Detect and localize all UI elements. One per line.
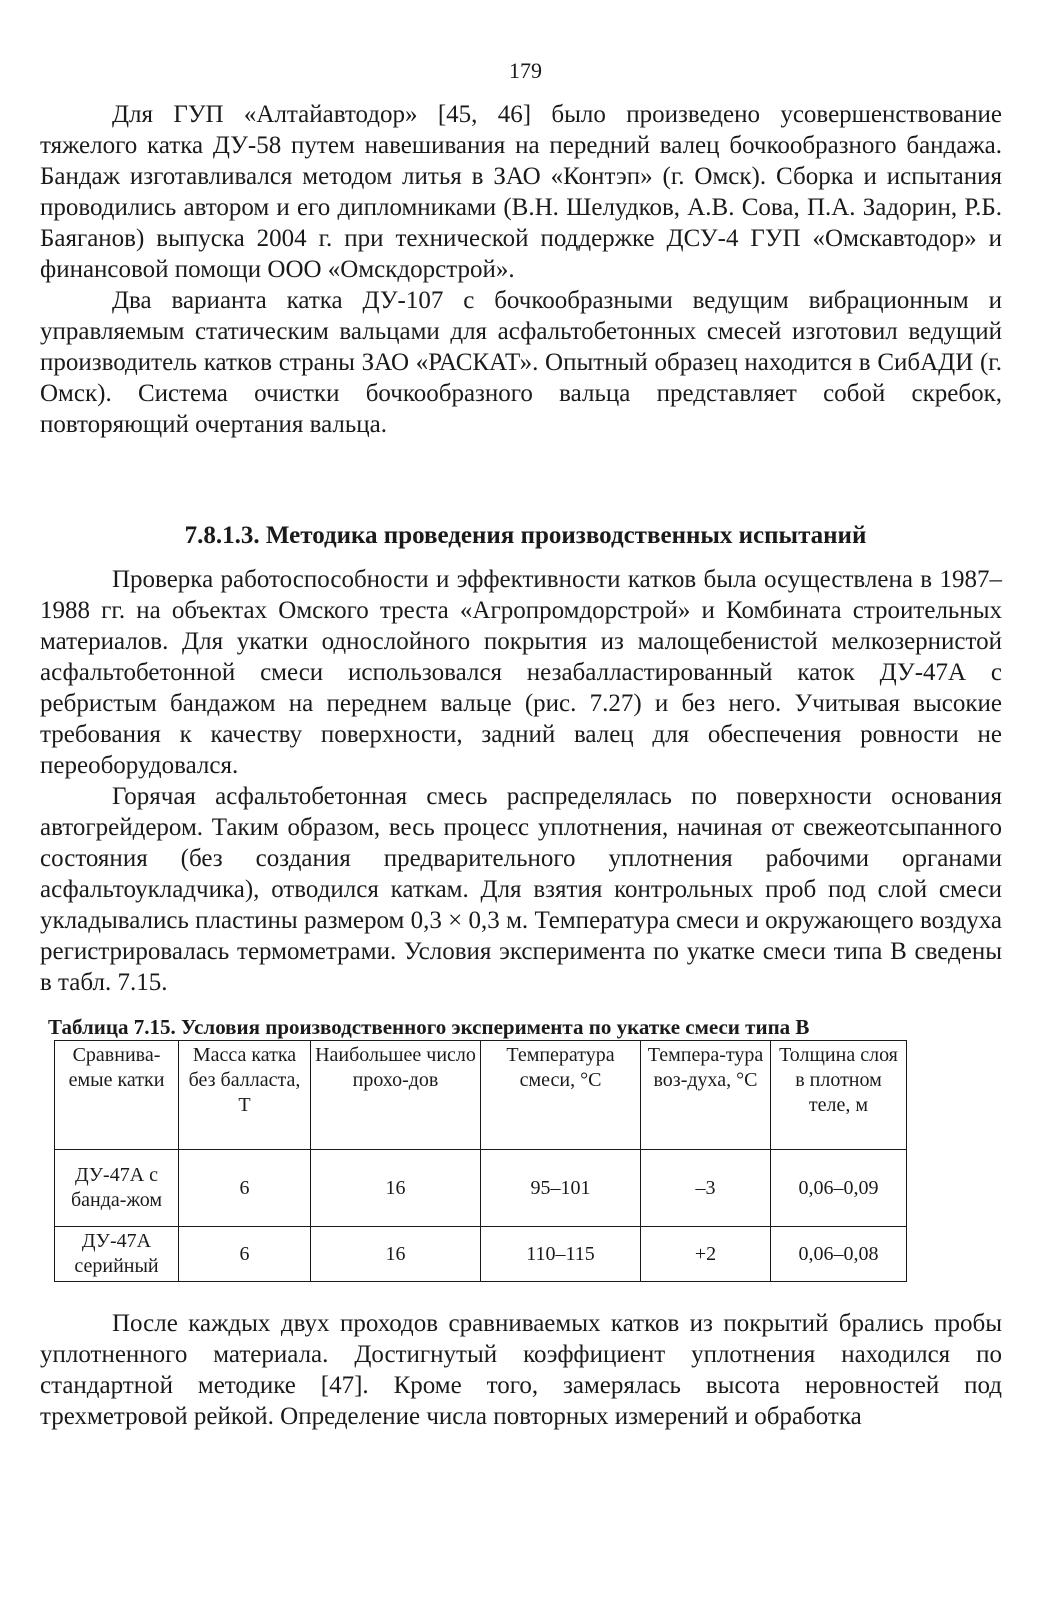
table-header-cell: Толщина слоя в плотном теле, м	[771, 1041, 907, 1150]
table-cell: ДУ-47А серийный	[55, 1227, 179, 1282]
table-cell: ДУ-47А с банда-жом	[55, 1150, 179, 1227]
table-header-cell: Сравнива-емые катки	[55, 1041, 179, 1150]
table-cell: +2	[641, 1227, 771, 1282]
table-header-cell: Темпера-тура воз-духа, °С	[641, 1041, 771, 1150]
table-row	[55, 1227, 907, 1282]
table-cell: 16	[311, 1150, 481, 1227]
paragraph: После каждых двух проходов сравниваемых катков из покрытий брались пробы уплотненного материала. Достигнутый коэффициент уплотнения находился по стандартной методике [47]. Кроме того, замерялась высота неровностей под трехметровой рейкой. Определение числа повторных измерений и обработка	[40, 1310, 1002, 1430]
bottom-text-block	[40, 1308, 1002, 1432]
paragraph: Два варианта катка ДУ-107 с бочкообразными ведущим вибрационным и управляемым статическим вальцами для асфальтобетонных смесей изготовил ведущий производитель катков страны ЗАО «РАСКАТ». Опытный образец находится в СибАДИ (г. Омск). Система очистки бочкообразного вальца представляет собой скребок, повторяющий очертания вальца.	[40, 287, 1002, 438]
table-cell: 110–115	[481, 1227, 641, 1282]
middle-text-block	[40, 564, 1002, 998]
table-cell: 95–101	[481, 1150, 641, 1227]
table-cell: 16	[311, 1227, 481, 1282]
data-table	[54, 1040, 907, 1282]
table-caption: Таблица 7.15. Условия производственного эксперимента по укатке смеси типа В	[48, 1015, 810, 1039]
table-header-cell: Масса катка без балласта, Т	[179, 1041, 311, 1150]
table-cell: 0,06–0,09	[771, 1150, 907, 1227]
table-header-cell: Температура смеси, °С	[481, 1041, 641, 1150]
table-cell: 6	[179, 1150, 311, 1227]
paragraph: Проверка работоспособности и эффективности катков была осуществлена в 1987–1988 гг. на объектах Омского треста «Агропромдорстрой» и Комбината строительных материалов. Для укатки однослойного покрытия из малощебенистой мелкозернистой асфальтобетонной смеси использовался незабалластированный каток ДУ-47А с ребристым бандажом на переднем вальце (рис. 7.27) и без него. Учитывая высокие требования к качеству поверхности, задний валец для обеспечения ровности не переоборудовался.	[40, 566, 1002, 779]
table-header-cell: Наибольшее число прохо-дов	[311, 1041, 481, 1150]
table-cell: 6	[179, 1227, 311, 1282]
paragraph: Горячая асфальтобетонная смесь распределялась по поверхности основания автогрейдером. Таким образом, весь процесс уплотнения, начиная от свежеотсыпанного состояния (без создания предварительного уплотнения рабочими органами асфальтоукладчика), отводился каткам. Для взятия контрольных проб под слой смеси укладывались пластины размером 0,3 × 0,3 м. Температура смеси и окружающего воздуха регистрировалась термометрами. Условия эксперимента по укатке смеси типа В сведены в табл. 7.15.	[40, 783, 1002, 996]
top-text-block	[40, 99, 1002, 440]
paragraph: Для ГУП «Алтайавтодор» [45, 46] было произведено усовершенствование тяжелого катка ДУ-58 путем навешивания на передний валец бочкообразного бандажа. Бандаж изготавливался методом литья в ЗАО «Контэп» (г. Омск). Сборка и испытания проводились автором и его дипломниками (В.Н. Шелудков, А.В. Сова, П.А. Задорин, Р.Б. Баяганов) выпуска 2004 г. при технической поддержке ДСУ-4 ГУП «Омскавтодор» и финансовой помощи ООО «Омскдорстрой».	[40, 101, 1002, 283]
table-cell: –3	[641, 1150, 771, 1227]
page-number: 179	[509, 58, 542, 83]
table-header-row	[55, 1041, 907, 1150]
section-heading: 7.8.1.3. Методика проведения производственных испытаний	[184, 522, 867, 549]
table-cell: 0,06–0,08	[771, 1227, 907, 1282]
table-row	[55, 1150, 907, 1227]
